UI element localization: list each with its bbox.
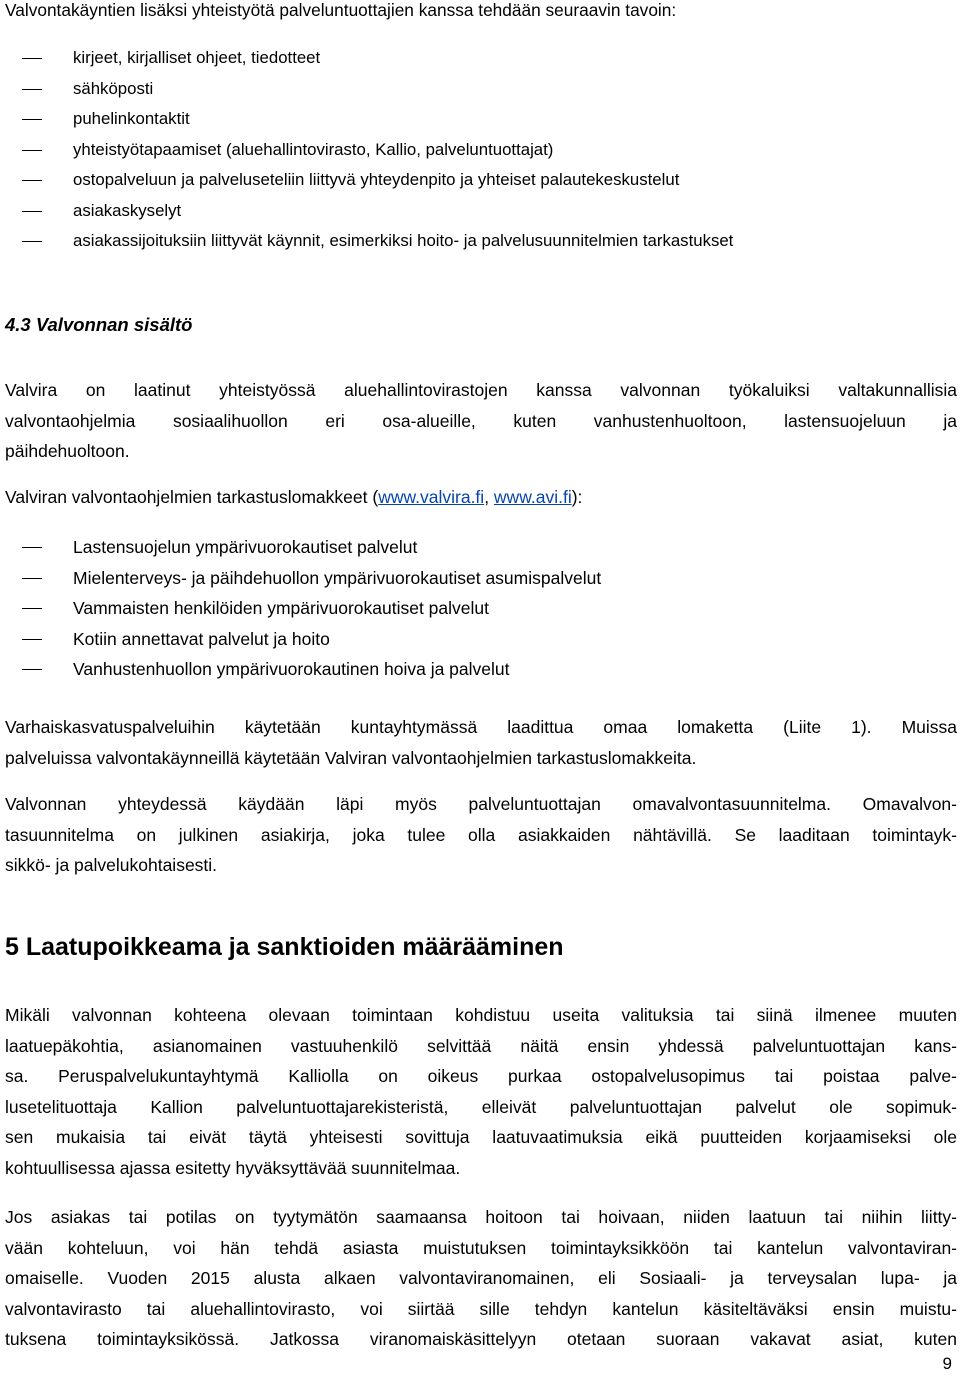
dash-bullet [22, 150, 42, 151]
dash-bullet [22, 180, 42, 181]
section-heading-4-3: 4.3 Valvonnan sisältö [5, 314, 193, 335]
list-item: asiakaskyselyt [5, 196, 957, 227]
dash-bullet [22, 669, 42, 670]
list-item: ostopalveluun ja palveluseteliin liittyvä yhteydenpito ja yhteiset palautekeskustelut [5, 165, 957, 196]
paragraph-self-monitoring: Valvonnan yhteydessä käydään läpi myös palveluntuottajan omavalvontasuunnitelma. Omavalvon- tasuunnitelma on julkinen asiakirja, joka tulee olla asiakkaiden nähtävillä. Se laaditaan toimintayk- sikkö- ja palvelukohtaisesti. [5, 794, 957, 875]
dash-bullet [22, 608, 42, 609]
list-item: Kotiin annettavat palvelut ja hoito [5, 624, 957, 655]
dash-bullet [22, 58, 42, 59]
dash-bullet [22, 211, 42, 212]
cooperation-list [5, 43, 957, 257]
list-item: sähköposti [5, 74, 957, 105]
dash-bullet [22, 119, 42, 120]
list-item: yhteistyötapaamiset (aluehallintovirasto, Kallio, palveluntuottajat) [5, 135, 957, 166]
paragraph-early-education: Varhaiskasvatuspalveluihin käytetään kuntayhtymässä laadittua omaa lomaketta (Liite 1). Muissa palveluissa valvontakäynneillä käytetään Valviran valvontaohjelmien tarkastuslomakkeita. [5, 717, 957, 768]
list-item: Mielenterveys- ja päihdehuollon ympärivuorokautiset asumispalvelut [5, 563, 957, 594]
paragraph-quality-deviation: Mikäli valvonnan kohteena olevaan toimintaan kohdistuu useita valituksia tai siinä ilmenee muuten laatuepäkohtia, asianomainen vastuuhenkilö selvittää näitä ensin yhdessä palveluntuottajan kans- sa. Peruspalvelukuntayhtymä Kalliolla on oikeus purkaa ostopalvelusopimus tai poistaa palve- lusetelituottaja Kallion palveluntuottajarekisteristä, elleivät palveluntuottajan palvelut ole sopimuk- sen mukaisia tai eivät täytä yhteisesti sovittuja laatuvaatimuksia eikä puutteiden korjaamiseksi ole kohtuullisessa ajassa esitetty hyväksyttävää suunnitelmaa. [5, 1005, 957, 1178]
dash-bullet [22, 241, 42, 242]
dash-bullet [22, 547, 42, 548]
forms-list [5, 532, 957, 685]
dash-bullet [22, 578, 42, 579]
dash-bullet [22, 639, 42, 640]
link-avi[interactable]: www.avi.fi [493, 487, 572, 507]
paragraph-valvira-programs: Valvira on laatinut yhteistyössä aluehallintovirastojen kanssa valvonnan työkaluiksi valtakunnallisia valvontaohjelmia sosiaalihuollon eri osa-alueille, kuten vanhustenhuoltoon, lastensuojeluun ja päihdehuoltoon. [5, 380, 957, 461]
list-item: kirjeet, kirjalliset ohjeet, tiedotteet [5, 43, 957, 74]
list-item: Vanhustenhuollon ympärivuorokautinen hoiva ja palvelut [5, 654, 957, 685]
list-item: Lastensuojelun ympärivuorokautiset palvelut [5, 532, 957, 563]
list-item: Vammaisten henkilöiden ympärivuorokautiset palvelut [5, 593, 957, 624]
intro-text: Valvontakäyntien lisäksi yhteistyötä palveluntuottajien kanssa tehdään seuraavin tavoin: [5, 0, 677, 20]
list-item: asiakassijoituksiin liittyvät käynnit, esimerkiksi hoito- ja palvelusuunnitelmien tarkastukset [5, 226, 957, 257]
paragraph-complaints: Jos asiakas tai potilas on tyytymätön saamaansa hoitoon tai hoivaan, niiden laatuun tai niihin liitty- vään kohteluun, voi hän tehdä asiasta muistutuksen toimintayksikköön tai kantelun valvontaviran- omaiselle. Vuoden 2015 alusta alkaen valvontaviranomainen, eli Sosiaali- ja terveysalan lupa- ja valvontavirasto tai aluehallintovirasto, voi siirtää sille tehdyn kantelun käsiteltäväksi ensin muistu- tuksena toimintayksikössä. Jatkossa viranomaiskäsittelyyn otetaan suoraan vakavat asiat, kuten [5, 1207, 957, 1349]
dash-bullet [22, 89, 42, 90]
page-number: 9 [942, 1354, 952, 1373]
list-item: puhelinkontaktit [5, 104, 957, 135]
section-heading-5: 5 Laatupoikkeama ja sanktioiden määrääminen [5, 933, 564, 961]
link-valvira[interactable]: www.valvira.fi [378, 487, 485, 507]
forms-line: Valviran valvontaohjelmien tarkastuslomakkeet (www.valvira.fi, www.avi.fi): [5, 487, 583, 507]
